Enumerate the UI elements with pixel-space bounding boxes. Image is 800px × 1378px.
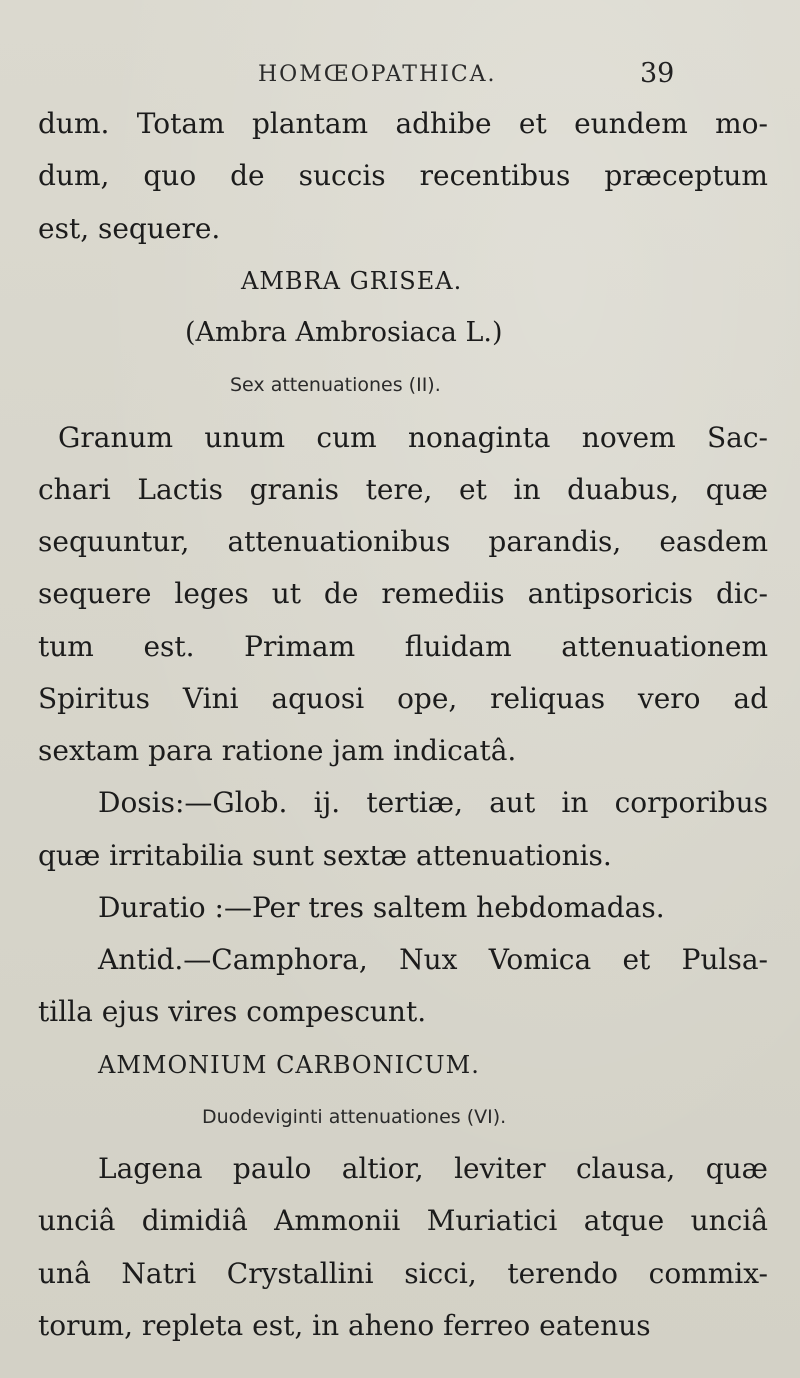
duratio-line: Duratio :—Per tres saltem hebdomadas. [98,891,665,924]
text-line: est, sequere. [38,212,221,245]
attenuation-note-ambra: Sex attenuationes (II). [230,374,441,396]
text-line: tilla ejus vires compescunt. [38,995,427,1028]
text-line: sequuntur, attenuationibus parandis, easdem [38,525,768,558]
text-line: Granum unum cum nonaginta novem Sac- [58,421,768,454]
text-line: chari Lactis granis tere, et in duabus, quæ [38,473,768,506]
text-line: quæ irritabilia sunt sextæ attenuationis. [38,839,612,872]
text-line: sextam para ratione jam indicatâ. [38,734,517,767]
text-line: torum, repleta est, in aheno ferreo eatenus [38,1309,651,1342]
antidote-line: Antid.—Camphora, Nux Vomica et Pulsa- [98,943,768,976]
running-title: HOMŒOPATHICA. [258,62,497,87]
dosis-line: Dosis:—Glob. ij. tertiæ, aut in corporibus [98,786,768,819]
text-line: unâ Natri Crystallini sicci, terendo commix- [38,1258,768,1290]
section-synonym-ambra: (Ambra Ambrosiaca L.) [185,317,503,348]
text-line: tum est. Primam fluidam attenuationem [38,630,768,663]
text-line: dum, quo de succis recentibus præceptum [38,159,768,192]
page-number: 39 [640,58,675,89]
text-line: Spiritus Vini aquosi ope, reliquas vero ad [38,682,768,715]
text-line: unciâ dimidiâ Ammonii Muriatici atque unciâ [38,1204,768,1237]
text-line: Lagena paulo altior, leviter clausa, quæ [98,1152,768,1185]
text-line: dum. Totam plantam adhibe et eundem mo- [38,107,768,140]
section-heading-ammonium: AMMONIUM CARBONICUM. [98,1051,480,1079]
attenuation-note-ammonium: Duodeviginti attenuationes (VI). [202,1106,507,1128]
text-line: sequere leges ut de remediis antipsoricis dic- [38,577,768,610]
section-heading-ambra: AMBRA GRISEA. [241,267,463,295]
